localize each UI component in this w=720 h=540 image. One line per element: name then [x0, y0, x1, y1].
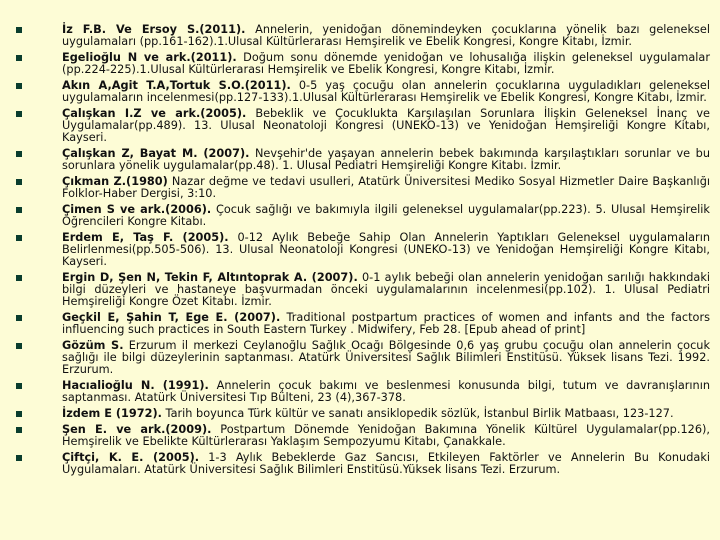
reference-item: [16, 340, 710, 376]
square-bullet-icon: [16, 55, 22, 61]
reference-text: Nazar değme ve tedavi usulleri, Atatürk Üniversitesi Mediko Sosyal Hizmetler Daire Başkanlığı Folklor-Haber Dergisi, 3:10.: [62, 175, 711, 200]
square-bullet-icon: [16, 27, 22, 33]
reference-item: [16, 24, 710, 48]
reference-text: Nevşehir'de yaşayan annelerin bebek bakımında karşılaştıkları sorunlar ve bu sorunlara yönelik uygulamalar(pp.48). 1. Ulusal Pediatri Hemşireliği Kongre Kitabı. İzmir.: [62, 147, 711, 172]
reference-authors: Çıkman Z.(1980): [62, 175, 168, 188]
reference-authors: Gözüm S.: [62, 339, 124, 352]
square-bullet-icon: [16, 315, 22, 321]
reference-text: Traditional postpartum practices of women and infants and the factors influencing such practices in South Eastern Turkey . Midwifery, Feb 28. [Epub ahead of print]: [62, 311, 710, 336]
reference-item: [16, 176, 710, 200]
reference-item: [16, 148, 710, 172]
square-bullet-icon: [16, 383, 22, 389]
reference-text: 0-1 aylık bebeği olan annelerin yenidoğan sarılığı hakkındaki bilgi düzeyleri ve hastaneye başvurmadan önceki uygulamalarının incelenmesi(pp.102). 1. Ulusal Pediatri Hemşireliği Kongre Özet Kitabı. İzmir.: [62, 271, 710, 308]
reference-item: [16, 204, 710, 228]
reference-text: 1-3 Aylık Bebeklerde Gaz Sancısı, Etkileyen Faktörler ve Annelerin Bu Konudaki Uygulamaları. Atatürk Üniversitesi Sağlık Bilimleri Enstitüsü.Yüksek lisans Tezi. Erzurum.: [62, 451, 710, 476]
reference-list: [16, 24, 710, 476]
reference-authors: Çiftçi, K. E. (2005).: [62, 451, 200, 464]
square-bullet-icon: [16, 411, 22, 417]
square-bullet-icon: [16, 343, 22, 349]
reference-authors: İzdem E (1972).: [62, 407, 162, 420]
reference-authors: Geçkil E, Şahin T, Ege E. (2007).: [62, 311, 281, 324]
reference-text: Annelerin çocuk bakımı ve beslenmesi konusunda bilgi, tutum ve davranışlarının saptanması. Atatürk Üniversitesi Tıp Bülteni, 23 (4),367-378.: [62, 379, 711, 404]
square-bullet-icon: [16, 235, 22, 241]
reference-authors: Erdem E, Taş F. (2005).: [62, 231, 229, 244]
reference-item: [16, 452, 710, 476]
reference-text: Çocuk sağlığı ve bakımıyla ilgili geleneksel uygulamalar(pp.223). 5. Ulusal Hemşirelik Öğrencileri Kongre Kitabı.: [62, 203, 710, 228]
reference-authors: Akın A,Agit T.A,Tortuk S.O.(2011).: [62, 79, 291, 92]
reference-item: [16, 80, 710, 104]
reference-item: [16, 272, 710, 308]
reference-text: Erzurum il merkezi Ceylanoğlu Sağlık Ocağı Bölgesinde 0,6 yaş grubu çocuğu olan annelerin çocuk sağlığı ile bilgi düzeylerinin saptanması. Atatürk Üniversitesi Sağlık Bilimleri Enstitüsü. Yüksek lisans Tezi. 1992. Erzurum.: [62, 339, 710, 376]
square-bullet-icon: [16, 207, 22, 213]
reference-authors: Çalışkan Z, Bayat M. (2007).: [62, 147, 250, 160]
reference-item: [16, 232, 710, 268]
reference-authors: Şen E. ve ark.(2009).: [62, 423, 212, 436]
reference-authors: Çalışkan I.Z ve ark.(2005).: [62, 107, 247, 120]
square-bullet-icon: [16, 427, 22, 433]
reference-text: Annelerin, yenidoğan dönemindeyken çocuklarına yönelik bazı geleneksel uygulamaları (pp.161-162).1.Ulusal Kültürlerarası Hemşirelik ve Ebelik Kongresi, Kongre Kitabı, İzmir.: [62, 23, 711, 48]
square-bullet-icon: [16, 83, 22, 89]
reference-text: Postpartum Dönemde Yenidoğan Bakımına Yönelik Kültürel Uygulamalar(pp.126), Hemşirelik ve Ebelikte Kültürlerarası Yaklaşım Sempozyumu Kitabı, Çanakkale.: [62, 423, 711, 448]
square-bullet-icon: [16, 111, 22, 117]
square-bullet-icon: [16, 179, 22, 185]
reference-authors: Çimen S ve ark.(2006).: [62, 203, 212, 216]
reference-item: [16, 424, 710, 448]
square-bullet-icon: [16, 151, 22, 157]
reference-authors: Hacıalioğlu N. (1991).: [62, 379, 209, 392]
reference-text: Doğum sonu dönemde yenidoğan ve lohusalığa ilişkin geleneksel uygulamalar (pp.224-225).1.Ulusal Kültürlerarası Hemşirelik ve Ebelik Kongresi, Kongre Kitabı, İzmir.: [62, 51, 711, 76]
reference-item: [16, 408, 710, 420]
reference-text: 0-12 Aylık Bebeğe Sahip Olan Annelerin Yaptıkları Geleneksel uygulamaların Belirlenmesi(pp.505-506). 13. Ulusal Neonatoloji Kongresi (UNEKO-13) ve Yenidoğan Hemşireliği Kongre Kitabı, Kayseri.: [62, 231, 710, 268]
reference-authors: Ergin D, Şen N, Tekin F, Altıntoprak A. (2007).: [62, 271, 358, 284]
reference-item: [16, 108, 710, 144]
square-bullet-icon: [16, 455, 22, 461]
reference-item: [16, 312, 710, 336]
reference-authors: İz F.B. Ve Ersoy S.(2011).: [62, 23, 246, 36]
reference-text: Tarih boyunca Türk kültür ve sanatı ansiklopedik sözlük, İstanbul Birlik Matbaası, 123-127.: [165, 407, 674, 420]
reference-item: [16, 380, 710, 404]
square-bullet-icon: [16, 275, 22, 281]
reference-text: 0-5 yaş çocuğu olan annelerin çocuklarına uyguladıkları geleneksel uygulamaların incelenmesi(pp.127-133).1.Ulusal Kültürlerarası Hemşirelik ve Ebelik Kongresi, Kongre Kitabı, İzmir.: [62, 79, 711, 104]
reference-item: [16, 52, 710, 76]
reference-text: Bebeklik ve Çocuklukta Karşılaşılan Sorunlara İlişkin Geleneksel İnanç ve Uygulamalar(pp.489). 13. Ulusal Neonatoloji Kongresi (UNEKO-13) ve Yenidoğan Hemşireliği Kongre Kitabı, Kayseri.: [62, 107, 710, 144]
reference-authors: Egelioğlu N ve ark.(2011).: [62, 51, 237, 64]
